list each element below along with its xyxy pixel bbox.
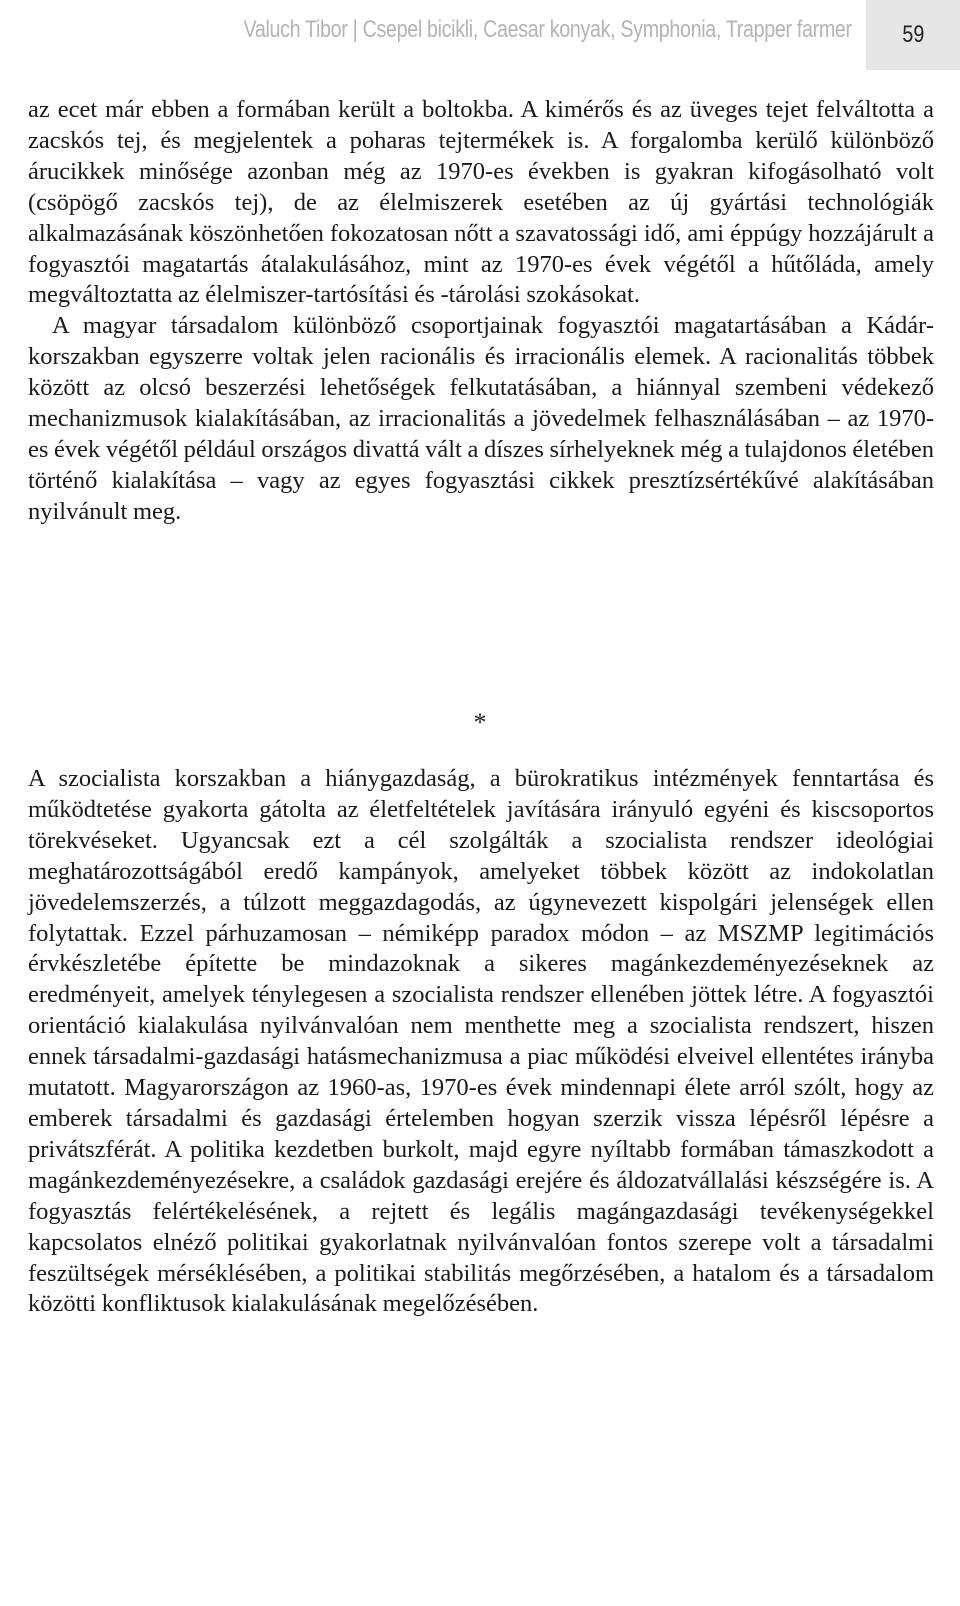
running-title: Valuch Tibor | Csepel bicikli, Caesar konyak, Symphonia, Trapper farmer (243, 16, 852, 43)
body-text-bottom (28, 764, 934, 1320)
paragraph-continuation: az ecet már ebben a formában került a boltokba. A kimérős és az üveges tejet felváltotta a zacskós tej, és megjelentek a poharas tejtermékek is. A forgalomba kerülő különböző árucikkek minősége azonban még az 1970-es években is gyakran kifogásolható volt (csöpögő zacskós tej), de az élelmiszerek esetében az új gyártási technológiák alkalmazásának köszönhetően fokozatosan nőtt a szavatossági idő, ami éppúgy hozzájárult a fogyasztói magatartás átalakulásához, mint az 1970-es évek végétől a hűtőláda, amely megváltoztatta az élelmiszer-tartósítási és -tárolási szokásokat. (28, 96, 934, 309)
running-header (0, 0, 960, 70)
page-number-box (866, 0, 960, 70)
body-text-top (28, 95, 934, 528)
section-separator-asterisk: * (473, 708, 487, 737)
page-number: 59 (902, 21, 924, 48)
paragraph-socialist-era: A szocialista korszakban a hiánygazdaság, a bürokratikus intézmények fenntartása és működtetése gyakorta gátolta az életfeltételek javítására irányuló egyéni és kiscsoportos törekvéseket. Ugyancsak ezt a cél szolgálták a szocialista rendszer ideológiai meghatározottságából eredő kampányok, amelyeket többek között az indokolatlan jövedelemszerzés, a túlzott meggazdagodás, az úgynevezett kispolgári jelenségek ellen folytattak. Ezzel párhuzamosan – némiképp paradox módon – az MSZMP legitimációs érvkészletébe építette be mindazoknak a sikeres magánkezdeményezéseknek az eredményeit, amelyek ténylegesen a szocialista rendszer ellenében jöttek létre. A fogyasztói orientáció kialakulása nyilvánvalóan nem menthette meg a szocialista rendszert, hiszen ennek társadalmi-gazdasági hatásmechanizmusa a piac működési elveivel ellentétes irányba mutatott. Magyarországon az 1960-as, 1970-es évek mindennapi élete arról szólt, hogy az emberek társadalmi és gazdasági értelemben hogyan szerzik vissza lépésről lépésre a privátszférát. A politika kezdetben burkolt, majd egyre nyíltabb formában támaszkodott a magánkezdeményezésekre, a családok gazdasági erejére és áldozatvállalási készségére is. A fogyasztás felértékelésének, a rejtett és legális magángazdasági tevékenységekkel kapcsolatos elnéző politikai gyakorlatnak nyilvánvalóan fontos szerepe volt a társadalmi feszültségek mérséklésében, a politikai stabilitás megőrzésében, a hatalom és a társadalom közötti konfliktusok kialakulásának megelőzésében. (28, 765, 934, 1318)
paragraph-consumer-behaviour: A magyar társadalom különböző csoportjainak fogyasztói magatartásában a Kádár-korszakban egyszerre voltak jelen racionális és irracionális elemek. A racionalitás többek között az olcsó beszerzési lehetőségek felkutatásában, a hiánnyal szembeni védekező mechanizmusok kialakításában, az irracionalitás a jövedelmek felhasználásában – az 1970-es évek végétől például országos divattá vált a díszes sírhelyeknek még a tulajdonos életében történő kialakítása – vagy az egyes fogyasztási cikkek presztízsértékűvé alakításában nyilvánult meg. (28, 312, 934, 525)
